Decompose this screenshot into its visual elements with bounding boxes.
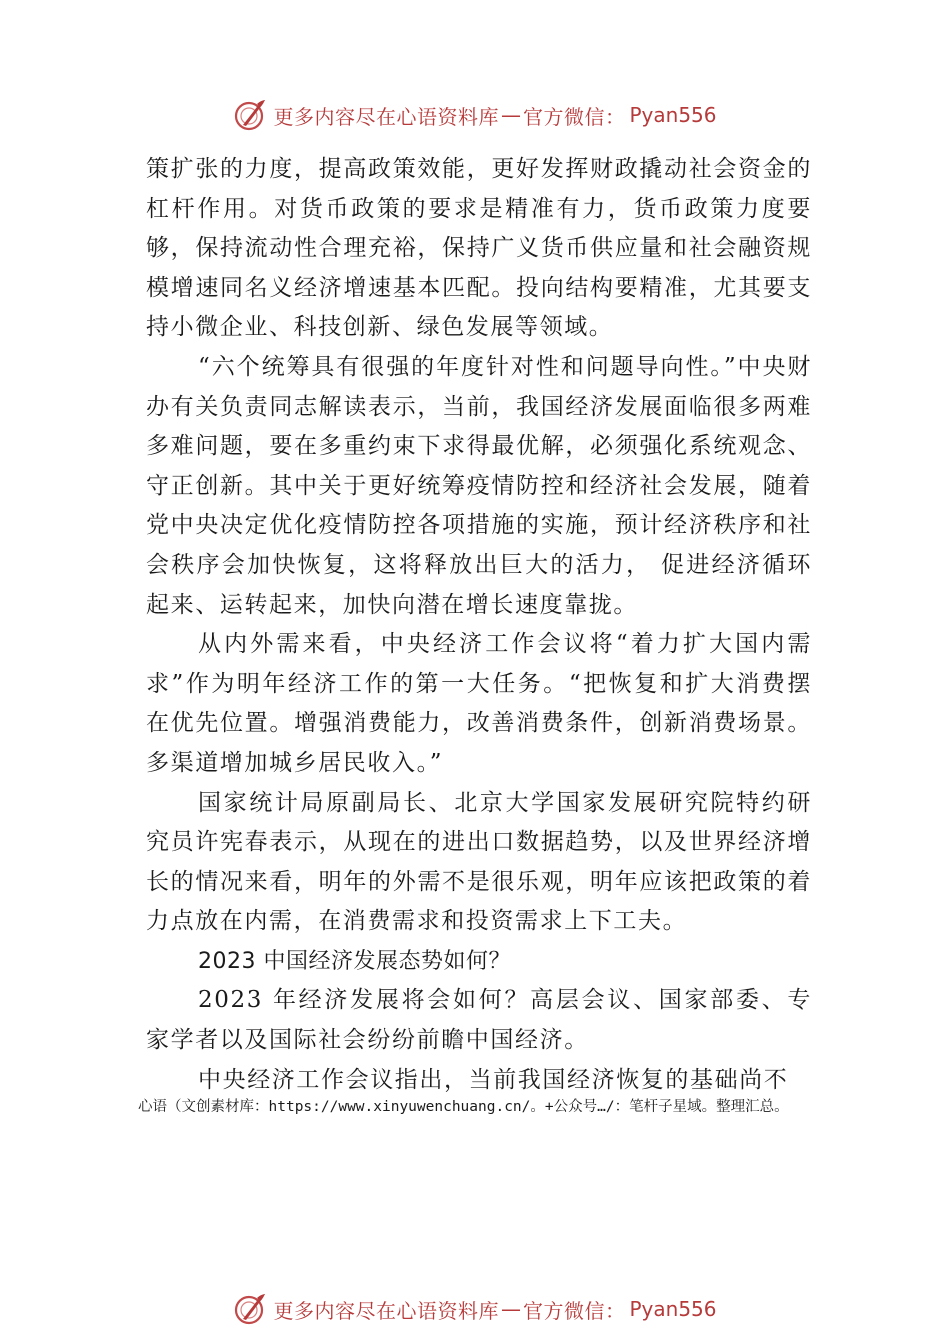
banner-account: Pyan556 [629, 103, 717, 127]
footer-banner [0, 1286, 950, 1332]
banner-site-text: 更多内容尽在心语资料库 [273, 104, 499, 129]
header-banner [0, 92, 950, 138]
banner-separator: — [500, 1297, 521, 1321]
quill-pen-circle-icon [233, 1292, 267, 1326]
quill-pen-circle-icon [233, 98, 267, 132]
article-body [146, 150, 812, 1100]
banner-wechat-label: 官方微信： [522, 104, 626, 129]
paragraph-5: 2023 年经济发展将会如何？高层会议、国家部委、专家学者以及国际社会纷纷前瞻中国经济。 [146, 987, 812, 1054]
paragraph-2: “六个统筹具有很强的年度针对性和问题导向性。”中央财办有关负责同志解读表示，当前，我国经济发展面临很多两难多难问题，要在多重约束下求得最优解，必须强化系统观念、守正创新。其中关于更好统筹疫情防控和经济社会发展，随着党中央决定优化疫情防控各项措施的实施，预计经济秩序和社会秩序会加快恢复，这将释放出巨大的活力， 促进经济循环起来、运转起来，加快向潜在增长速度靠拢。 [146, 353, 812, 618]
banner-separator: — [500, 103, 521, 127]
paragraph-6: 中央经济工作会议指出，当前我国经济恢复的基础尚不 [198, 1066, 789, 1093]
paragraph-4: 国家统计局原副局长、北京大学国家发展研究院特约研究员许宪春表示，从现在的进出口数据趋势，以及世界经济增长的情况来看，明年的外需不是很乐观，明年应该把政策的着力点放在内需，在消费需求和投资需求上下工夫。 [146, 789, 812, 935]
banner-site-text: 更多内容尽在心语资料库 [273, 1298, 499, 1323]
source-footnote: 心语（文创素材库：https://www.xinyuwenchuang.cn/。+公众号…/：笔杆子星域。整理汇总。 [138, 1099, 789, 1115]
paragraph-3: 从内外需来看，中央经济工作会议将“着力扩大国内需求”作为明年经济工作的第一大任务。“把恢复和扩大消费摆在优先位置。增强消费能力，改善消费条件，创新消费场景。多渠道增加城乡居民收入。” [146, 631, 812, 776]
paragraph-1: 策扩张的力度，提高政策效能，更好发挥财政撬动社会资金的杠杆作用。对货币政策的要求是精准有力，货币政策力度要够，保持流动性合理充裕，保持广义货币供应量和社会融资规模增速同名义经济增速基本匹配。投向结构要精准，尤其要支持小微企业、科技创新、绿色发展等领域。 [146, 156, 812, 341]
section-heading: 2023 中国经济发展态势如何？ [198, 948, 511, 974]
banner-account: Pyan556 [629, 1297, 717, 1321]
banner-wechat-label: 官方微信： [522, 1298, 626, 1323]
